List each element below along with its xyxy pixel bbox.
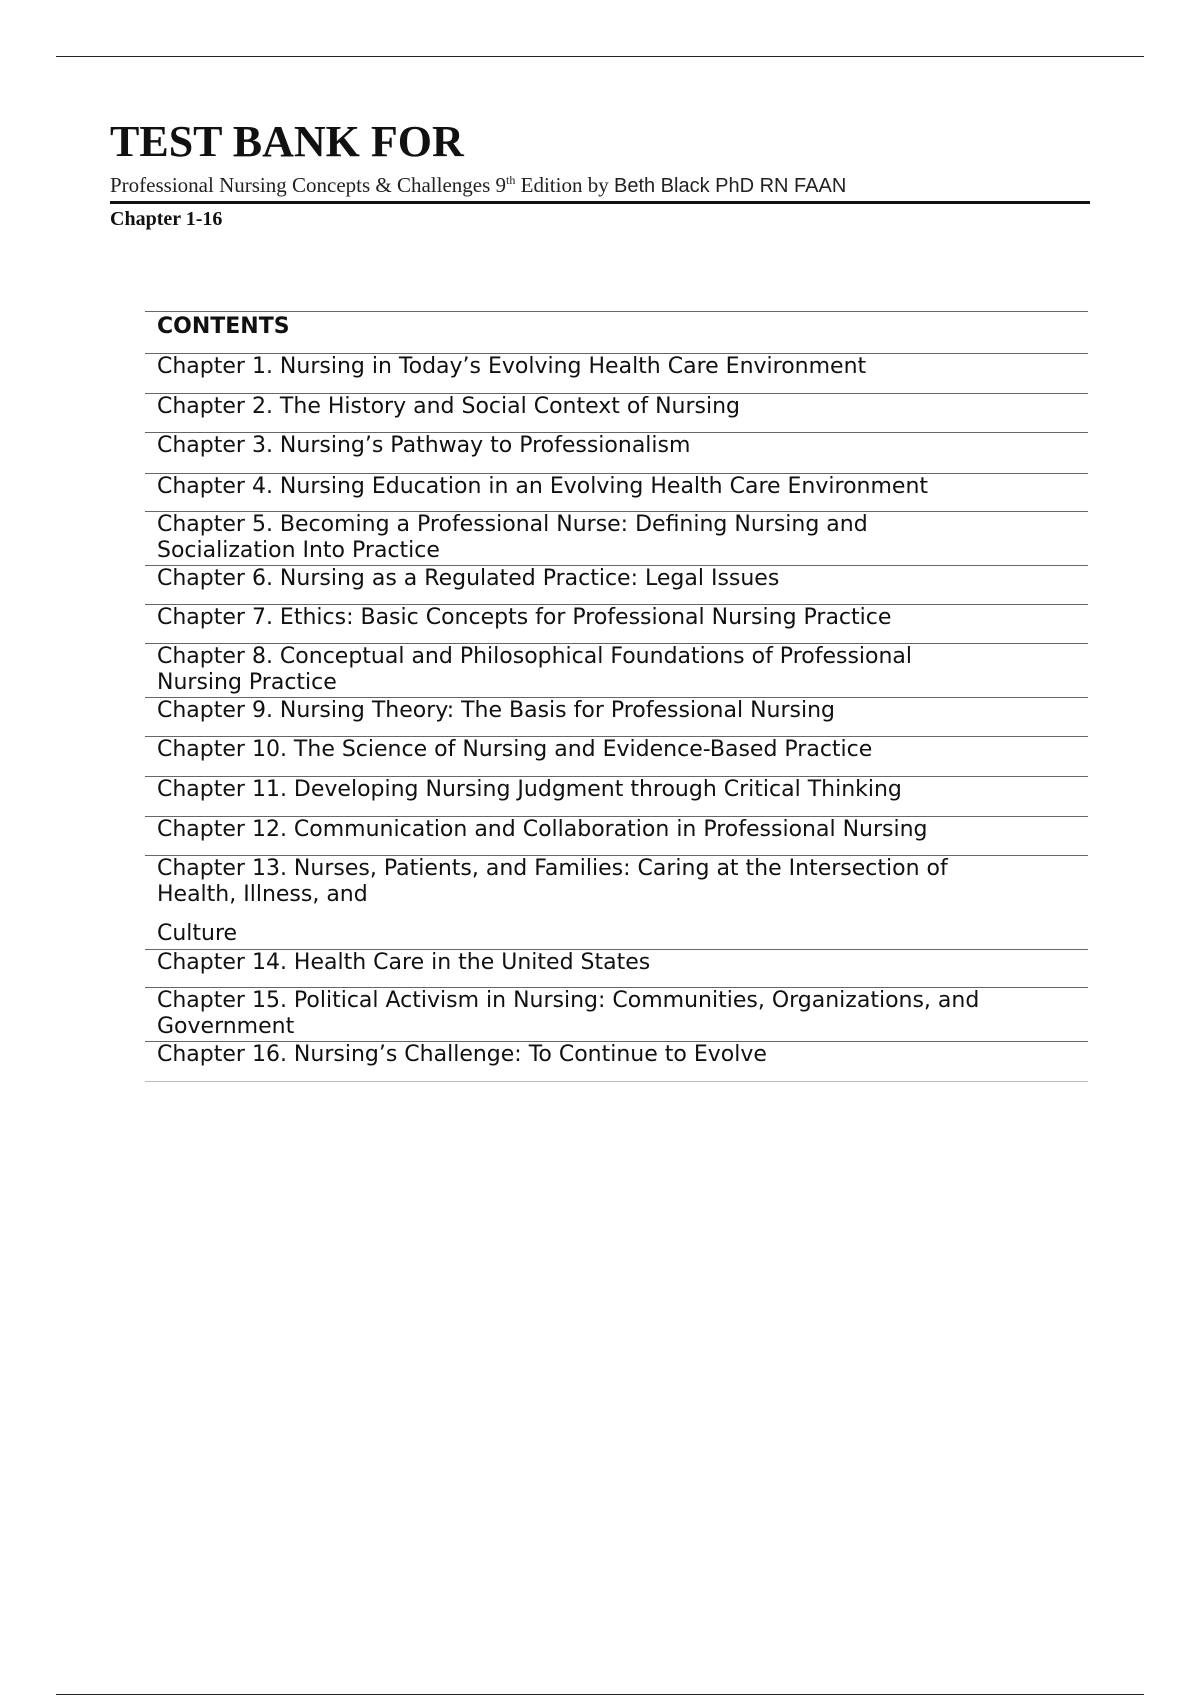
document-header (110, 118, 1090, 232)
header-divider (110, 201, 1090, 204)
contents-chapter-row (145, 432, 1088, 473)
contents-chapter-row (145, 393, 1088, 432)
contents-chapter-row (145, 987, 1088, 1041)
document-title: TEST BANK FOR (110, 117, 464, 166)
edition-superscript: th (506, 173, 516, 187)
chapter-title-line: Chapter 14. Health Care in the United States (157, 950, 651, 975)
contents-chapter-row (145, 604, 1088, 643)
contents-chapter-row (145, 949, 1088, 987)
chapter-title-line: Chapter 12. Communication and Collaboration in Professional Nursing (157, 817, 928, 842)
chapter-title-line: Chapter 15. Political Activism in Nursing: Communities, Organizations, and (157, 988, 980, 1013)
chapter-title-line: Chapter 5. Becoming a Professional Nurse: Defining Nursing and (157, 512, 868, 537)
contents-table (145, 311, 1088, 1082)
chapter-title-line: Chapter 4. Nursing Education in an Evolving Health Care Environment (157, 474, 929, 499)
subtitle-book-title: Professional Nursing Concepts & Challenges 9 (110, 173, 507, 197)
top-page-rule (56, 56, 1144, 57)
chapter-title-line: Chapter 10. The Science of Nursing and Evidence-Based Practice (157, 737, 873, 762)
author-name: Beth Black PhD RN FAAN (613, 175, 847, 197)
contents-chapter-row (145, 1041, 1088, 1081)
contents-chapter-row (145, 816, 1088, 855)
chapter-title-line: Chapter 16. Nursing’s Challenge: To Continue to Evolve (157, 1042, 767, 1067)
chapter-title-line: Chapter 2. The History and Social Context of Nursing (157, 394, 741, 419)
contents-chapter-row (145, 511, 1088, 565)
chapter-title-line: Chapter 6. Nursing as a Regulated Practice: Legal Issues (157, 566, 780, 591)
contents-heading: CONTENTS (145, 311, 1088, 353)
chapter-title-line: Culture (157, 921, 238, 946)
chapter-title-line: Chapter 3. Nursing’s Pathway to Professionalism (157, 433, 691, 458)
chapter-title-line: Socialization Into Practice (157, 538, 440, 563)
subtitle-edition-text: Edition by (515, 173, 614, 197)
chapter-title-line: Nursing Practice (157, 670, 337, 695)
contents-chapter-row (145, 776, 1088, 816)
chapter-range: Chapter 1-16 (110, 208, 223, 230)
contents-chapter-row (145, 855, 1088, 949)
chapter-title-line: Health, Illness, and (157, 882, 368, 907)
bottom-page-rule (56, 1694, 1144, 1695)
chapter-title-line: Chapter 8. Conceptual and Philosophical Foundations of Professional (157, 644, 913, 669)
document-subtitle (110, 172, 1090, 199)
chapter-title-line: Government (157, 1014, 295, 1039)
chapter-title-line: Chapter 9. Nursing Theory: The Basis for Professional Nursing (157, 698, 835, 723)
chapter-title-line: Chapter 13. Nurses, Patients, and Families: Caring at the Intersection of (157, 856, 948, 881)
contents-chapter-row (145, 736, 1088, 776)
contents-chapter-row (145, 473, 1088, 511)
contents-chapter-row (145, 697, 1088, 736)
chapter-title-line: Chapter 7. Ethics: Basic Concepts for Professional Nursing Practice (157, 605, 892, 630)
contents-chapter-row (145, 643, 1088, 697)
chapter-title-line: Chapter 11. Developing Nursing Judgment through Critical Thinking (157, 777, 902, 802)
contents-chapter-row (145, 565, 1088, 604)
contents-chapter-row (145, 353, 1088, 393)
contents-bottom-rule (145, 1081, 1088, 1082)
chapter-title-line: Chapter 1. Nursing in Today’s Evolving Health Care Environment (157, 354, 867, 379)
